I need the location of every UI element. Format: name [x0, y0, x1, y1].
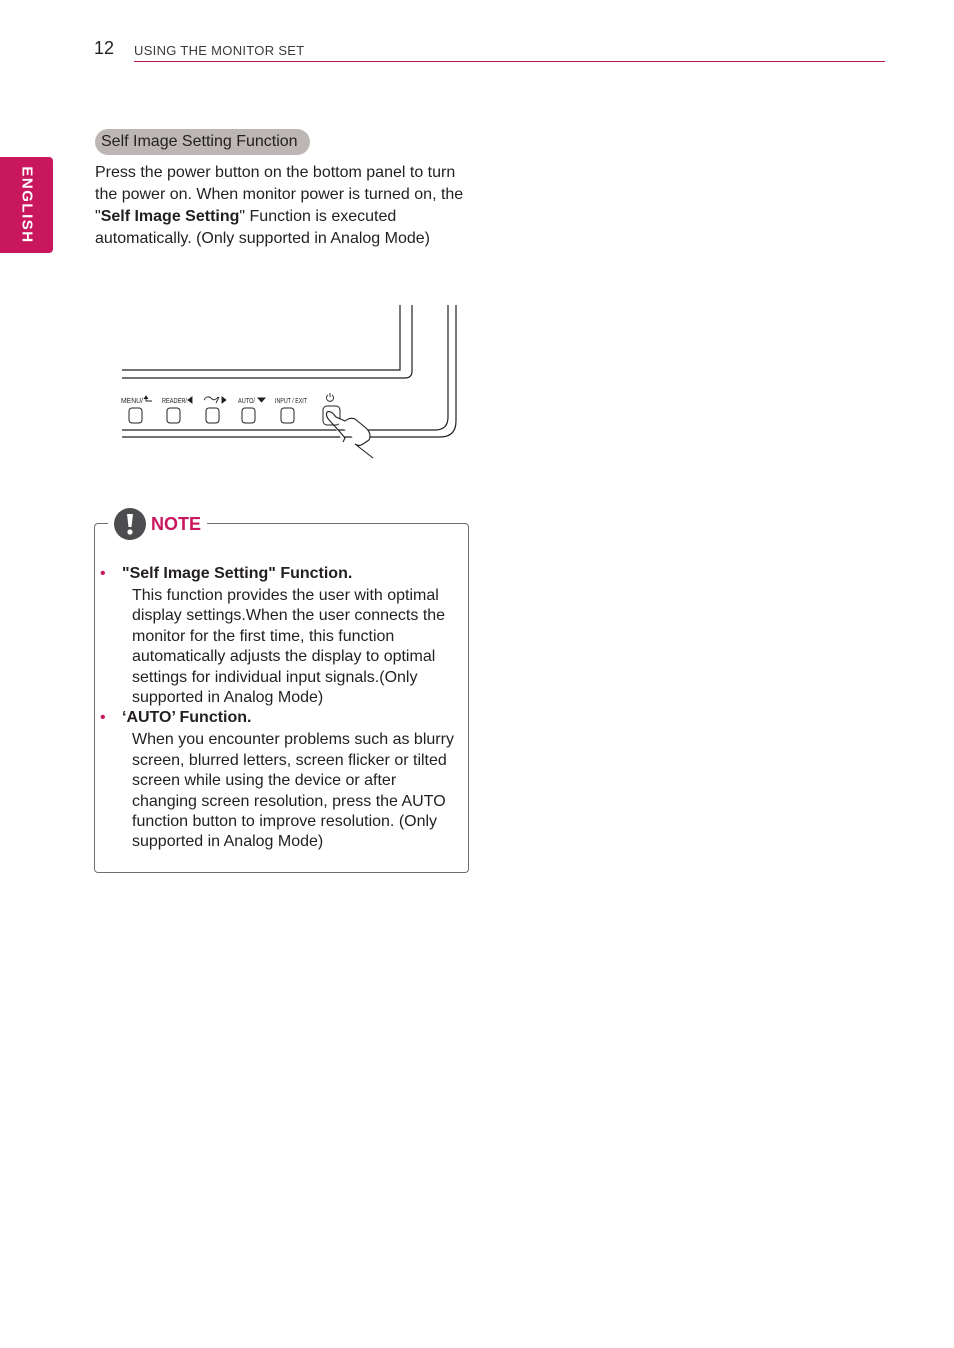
exclamation-icon [114, 508, 146, 540]
down-triangle-icon [258, 398, 265, 402]
bullet-icon: • [100, 565, 106, 582]
paragraph-bold-term: Self Image Setting [100, 208, 240, 225]
running-header: USING THE MONITOR SET [134, 43, 305, 58]
note-list [100, 564, 462, 853]
left-triangle-icon [188, 397, 192, 403]
reader-button-label: READER/ [162, 396, 188, 405]
page-number: 12 [94, 38, 115, 58]
header-divider [134, 61, 885, 62]
list-item [100, 564, 462, 708]
note-header [108, 507, 207, 541]
note-item-title: "Self Image Setting" Function. [122, 565, 353, 582]
paragraph-text-after: " Function is executed automatically. (Only supported in Analog Mode) [95, 208, 430, 247]
list-item [100, 708, 462, 852]
bullet-icon: • [100, 709, 106, 727]
right-triangle-icon [222, 397, 226, 403]
note-label: NOTE [151, 513, 202, 534]
panel-buttons [129, 406, 340, 425]
monitor-panel-illustration [115, 300, 465, 465]
note-item-title: ‘AUTO’ Function. [122, 709, 252, 727]
paragraph-text-before: Press the power button on the bottom panel to turn the power on. When monitor power is turned on, the " [95, 164, 464, 225]
eco-icon [204, 397, 219, 403]
note-item-text: This function provides the user with optimal display settings.When the user connects the monitor for the first time, this function automatically adjusts the display to optimal settings for individual input signals.(Only supported in Analog Mode) [132, 587, 446, 707]
body-paragraph [95, 162, 475, 250]
input-exit-button-label: INPUT / EXIT [275, 396, 308, 405]
note-item-text: When you encounter problems such as blurry screen, blurred letters, screen flicker or tilted screen while using the device or after changing screen resolution, press the AUTO function button to improve resolution. (Only supported in Analog Mode) [132, 731, 454, 851]
menu-button-label: MENU/ [121, 396, 144, 405]
language-tab [0, 157, 53, 253]
auto-button-label: AUTO/ [238, 396, 256, 405]
power-icon [327, 393, 334, 401]
language-tab-label: ENGLISH [18, 166, 36, 244]
section-heading: Self Image Setting Function [95, 129, 310, 155]
